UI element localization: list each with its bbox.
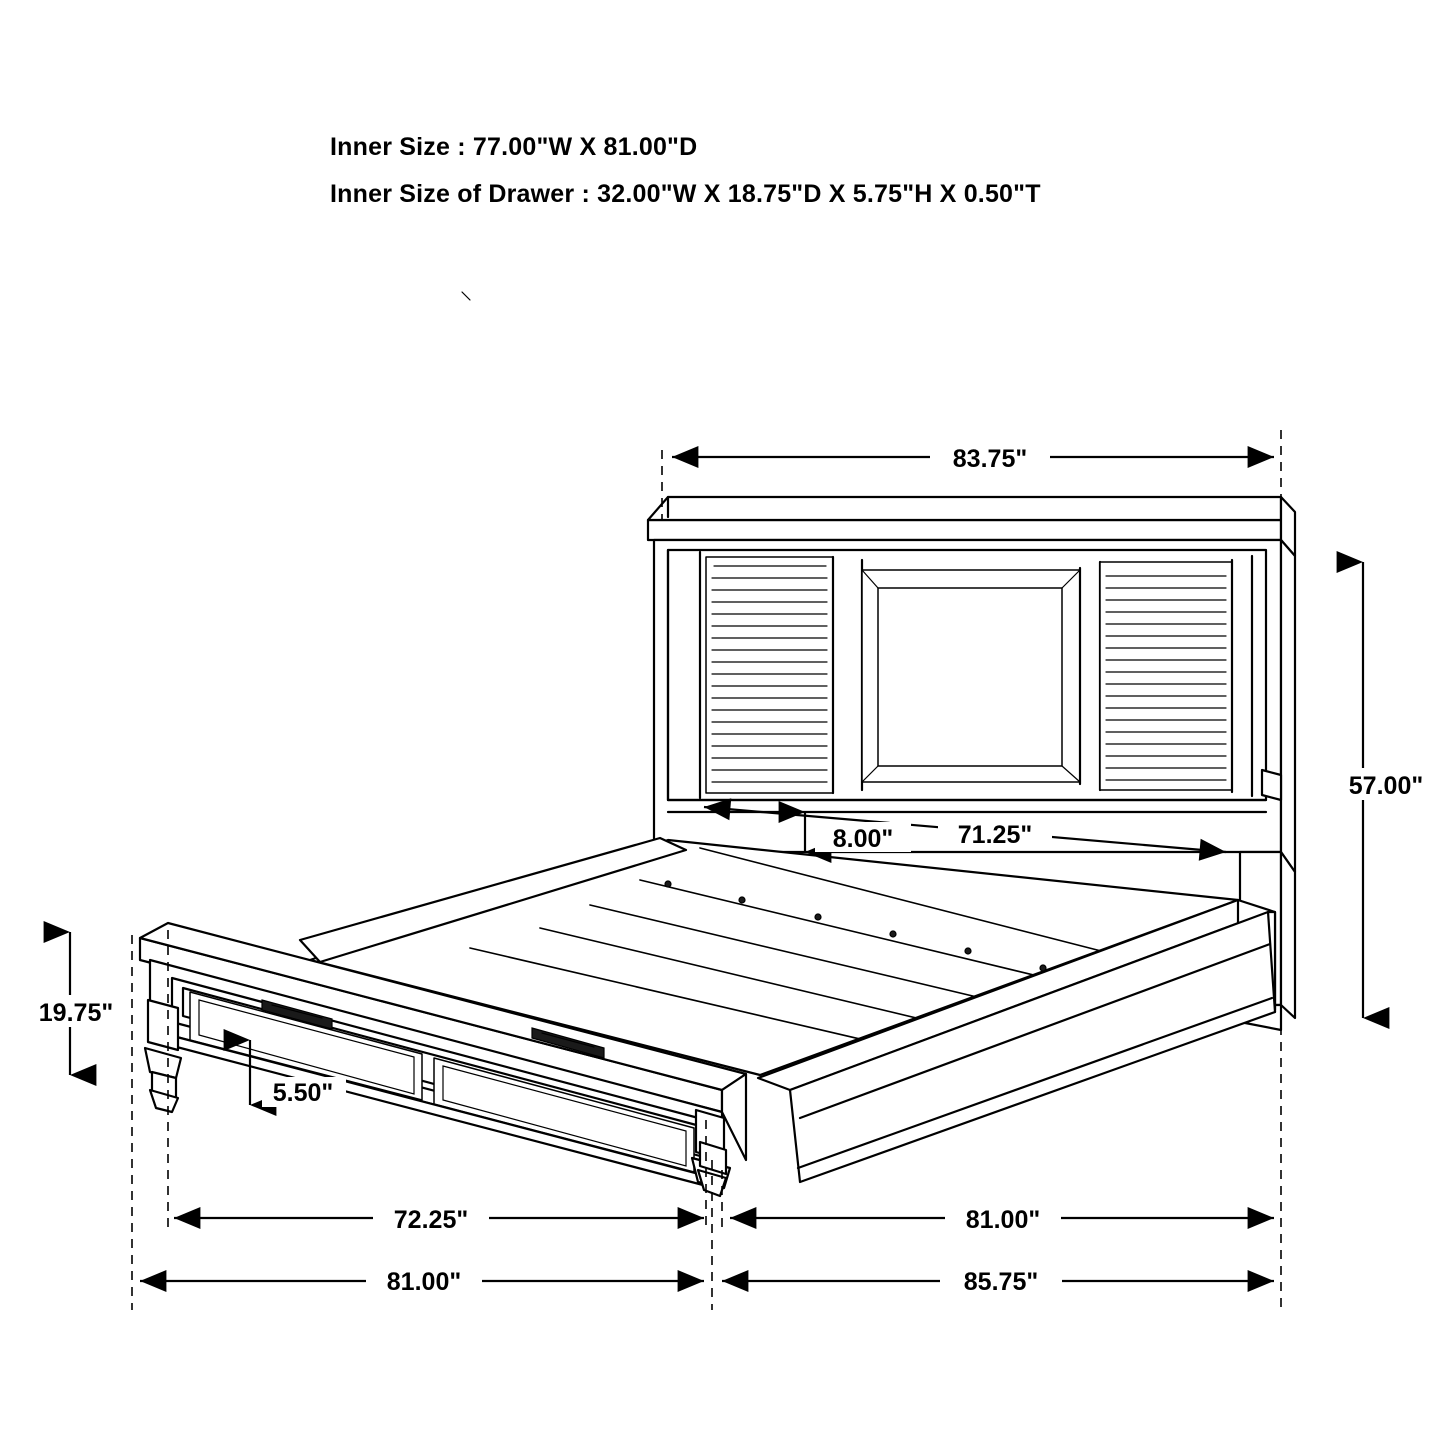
dim-headboard-panel-width-label: 71.25" <box>957 821 1033 849</box>
dim-drawer-clearance-label: 5.50" <box>272 1079 334 1107</box>
dim-headboard-width <box>672 440 1274 473</box>
dim-side-rail-depth-label: 81.00" <box>965 1206 1041 1234</box>
dim-footboard-width-label: 72.25" <box>393 1206 469 1234</box>
spec-inner-drawer-text: Inner Size of Drawer : 32.00"W X 18.75"D X 5.75"H X 0.50"T <box>330 180 1041 208</box>
dim-overall-depth <box>722 1264 1274 1296</box>
dim-rail-gap-label: 8.00" <box>832 825 894 853</box>
spec-inner-size-text: Inner Size : 77.00"W X 81.00"D <box>330 133 698 161</box>
dim-headboard-width-label: 83.75" <box>952 445 1028 473</box>
dim-overall-width <box>140 1264 704 1296</box>
dim-footboard-width <box>174 1202 704 1234</box>
dim-footboard-height <box>24 932 128 1075</box>
dim-footboard-height-label: 19.75" <box>38 999 114 1027</box>
dim-side-rail-depth <box>730 1202 1274 1234</box>
dim-overall-width-label: 81.00" <box>386 1268 462 1296</box>
dim-headboard-height <box>1326 562 1442 1018</box>
dim-headboard-height-label: 57.00" <box>1348 772 1424 800</box>
dim-overall-depth-label: 85.75" <box>963 1268 1039 1296</box>
